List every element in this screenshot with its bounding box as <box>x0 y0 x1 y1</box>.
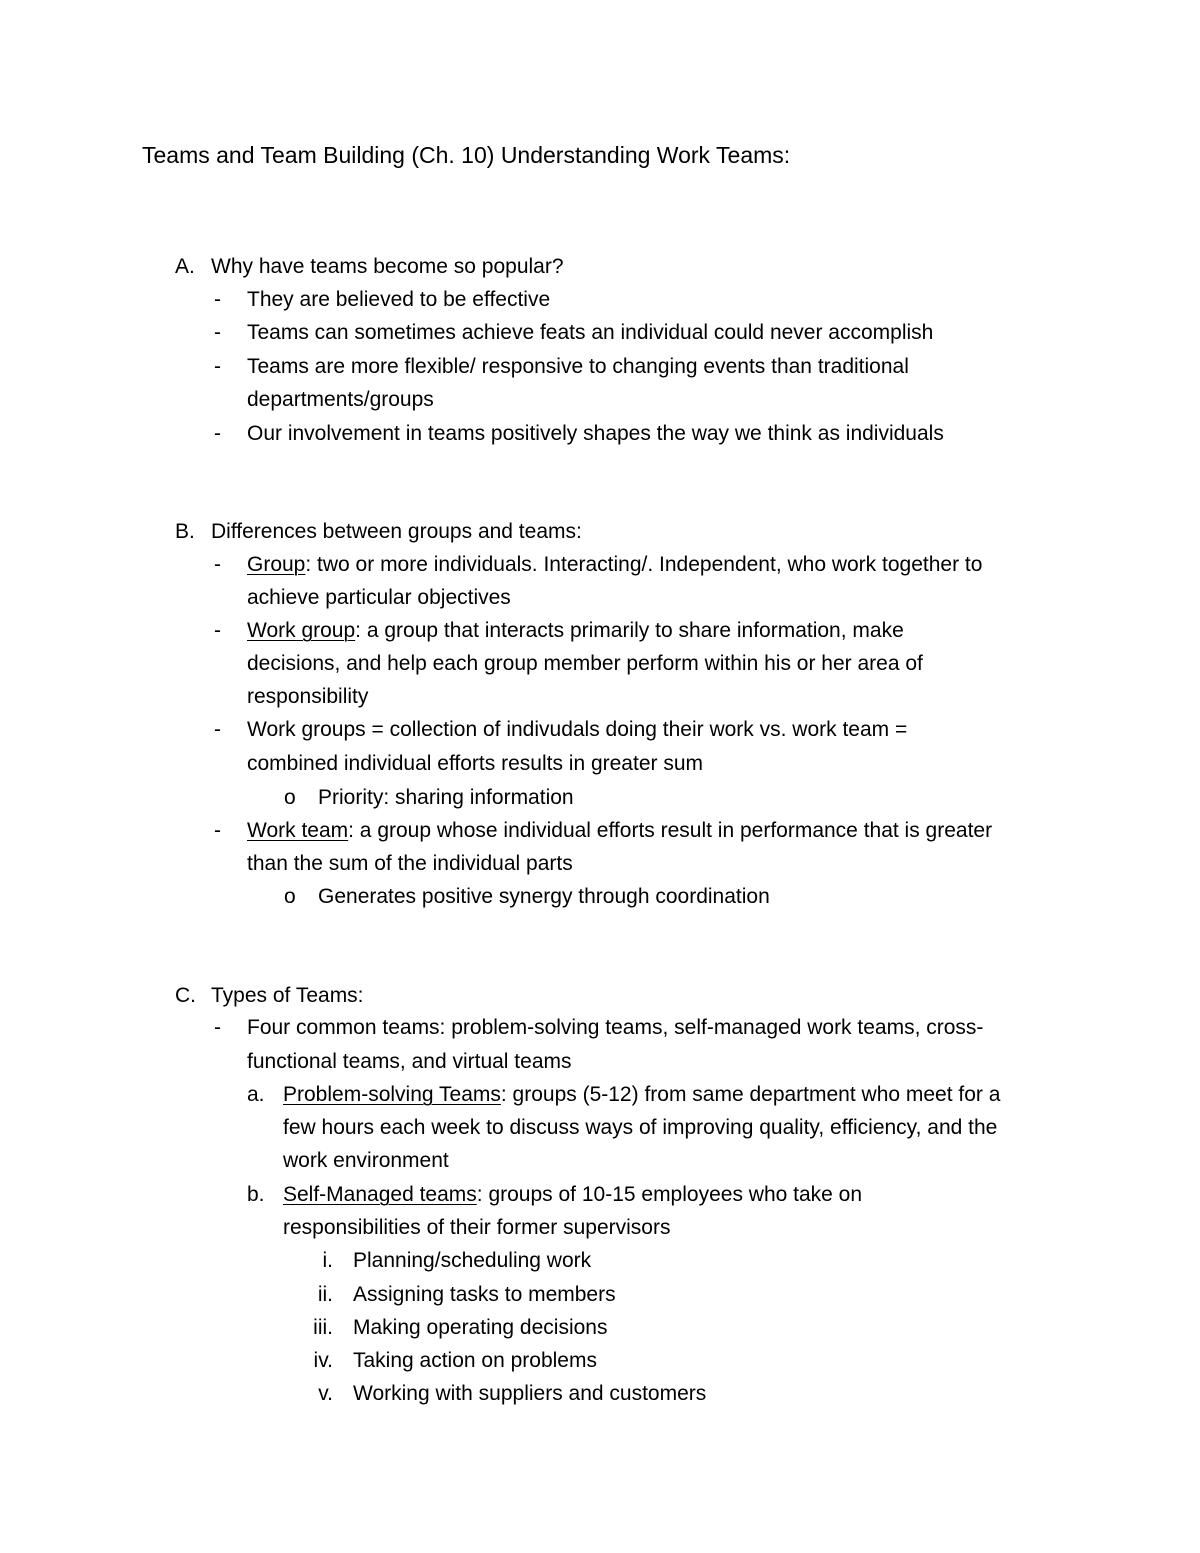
roman-list-item: Taking action on problems <box>353 1349 597 1372</box>
list-item-continued: achieve particular objectives <box>247 586 511 609</box>
term-group: Group <box>247 553 306 576</box>
bullet-dash: - <box>214 288 221 311</box>
list-item: Work groups = collection of indivudals doing their work vs. work team = <box>247 718 908 741</box>
sub-list-item: Generates positive synergy through coordination <box>318 885 770 908</box>
bullet-dash: - <box>214 355 221 378</box>
list-item-continued: decisions, and help each group member perform within his or her area of <box>247 652 923 675</box>
list-item-continued: work environment <box>283 1149 449 1172</box>
section-c-marker: C. <box>175 984 196 1007</box>
bullet-dash: - <box>214 321 221 344</box>
term-work-team: Work team <box>247 819 349 842</box>
list-item <box>283 1184 862 1205</box>
letter-marker: a. <box>247 1083 265 1106</box>
section-b-marker: B. <box>175 520 195 543</box>
list-item <box>247 620 904 641</box>
definition-problem-solving-teams: : groups (5-12) from same department who meet for a <box>500 1083 1001 1106</box>
list-item: They are believed to be effective <box>247 288 551 311</box>
term-self-managed-teams: Self-Managed teams <box>283 1183 477 1206</box>
section-b-heading: Differences between groups and teams: <box>211 520 582 543</box>
list-item-continued: functional teams, and virtual teams <box>247 1050 572 1073</box>
roman-marker: v. <box>318 1382 333 1405</box>
term-work-group: Work group <box>247 619 356 642</box>
definition-work-group: : a group that interacts primarily to share information, make <box>355 619 904 642</box>
list-item <box>247 554 982 575</box>
list-item: Teams are more flexible/ responsive to changing events than traditional <box>247 355 909 378</box>
roman-list-item: Making operating decisions <box>353 1316 608 1339</box>
list-item-continued: than the sum of the individual parts <box>247 852 573 875</box>
roman-marker: i. <box>322 1249 333 1272</box>
list-item <box>283 1084 1000 1105</box>
term-problem-solving-teams: Problem-solving Teams <box>283 1083 501 1106</box>
roman-marker: ii. <box>317 1283 333 1306</box>
list-item: Four common teams: problem-solving teams, self-managed work teams, cross- <box>247 1016 984 1039</box>
letter-marker: b. <box>247 1183 265 1206</box>
page-title: Teams and Team Building (Ch. 10) Understanding Work Teams: <box>142 142 791 168</box>
bullet-dash: - <box>214 553 221 576</box>
list-item-continued: responsibility <box>247 685 369 708</box>
list-item-continued: combined individual efforts results in greater sum <box>247 752 704 775</box>
list-item: Our involvement in teams positively shapes the way we think as individuals <box>247 422 944 445</box>
list-item-continued: few hours each week to discuss ways of improving quality, efficiency, and the <box>283 1116 998 1139</box>
bullet-dash: - <box>214 1016 221 1039</box>
section-a-marker: A. <box>175 255 195 278</box>
definition-group: : two or more individuals. Interacting/. Independent, who work together to <box>305 553 983 576</box>
roman-marker: iv. <box>313 1349 333 1372</box>
roman-list-item: Planning/scheduling work <box>353 1249 592 1272</box>
section-a-heading: Why have teams become so popular? <box>211 255 564 278</box>
list-item: Teams can sometimes achieve feats an individual could never accomplish <box>247 321 934 344</box>
definition-work-team: : a group whose individual efforts result in performance that is greater <box>348 819 993 842</box>
sub-list-item: Priority: sharing information <box>318 786 574 809</box>
sub-bullet: o <box>284 786 296 809</box>
roman-list-item: Working with suppliers and customers <box>353 1382 707 1405</box>
bullet-dash: - <box>214 422 221 445</box>
definition-self-managed-teams: : groups of 10-15 employees who take on <box>476 1183 863 1206</box>
list-item-continued: responsibilities of their former supervisors <box>283 1216 671 1239</box>
list-item <box>247 820 992 841</box>
roman-marker: iii. <box>313 1316 333 1339</box>
sub-bullet: o <box>284 885 296 908</box>
list-item-continued: departments/groups <box>247 388 434 411</box>
roman-list-item: Assigning tasks to members <box>353 1283 616 1306</box>
section-c-heading: Types of Teams: <box>211 984 364 1007</box>
bullet-dash: - <box>214 819 221 842</box>
bullet-dash: - <box>214 718 221 741</box>
bullet-dash: - <box>214 619 221 642</box>
